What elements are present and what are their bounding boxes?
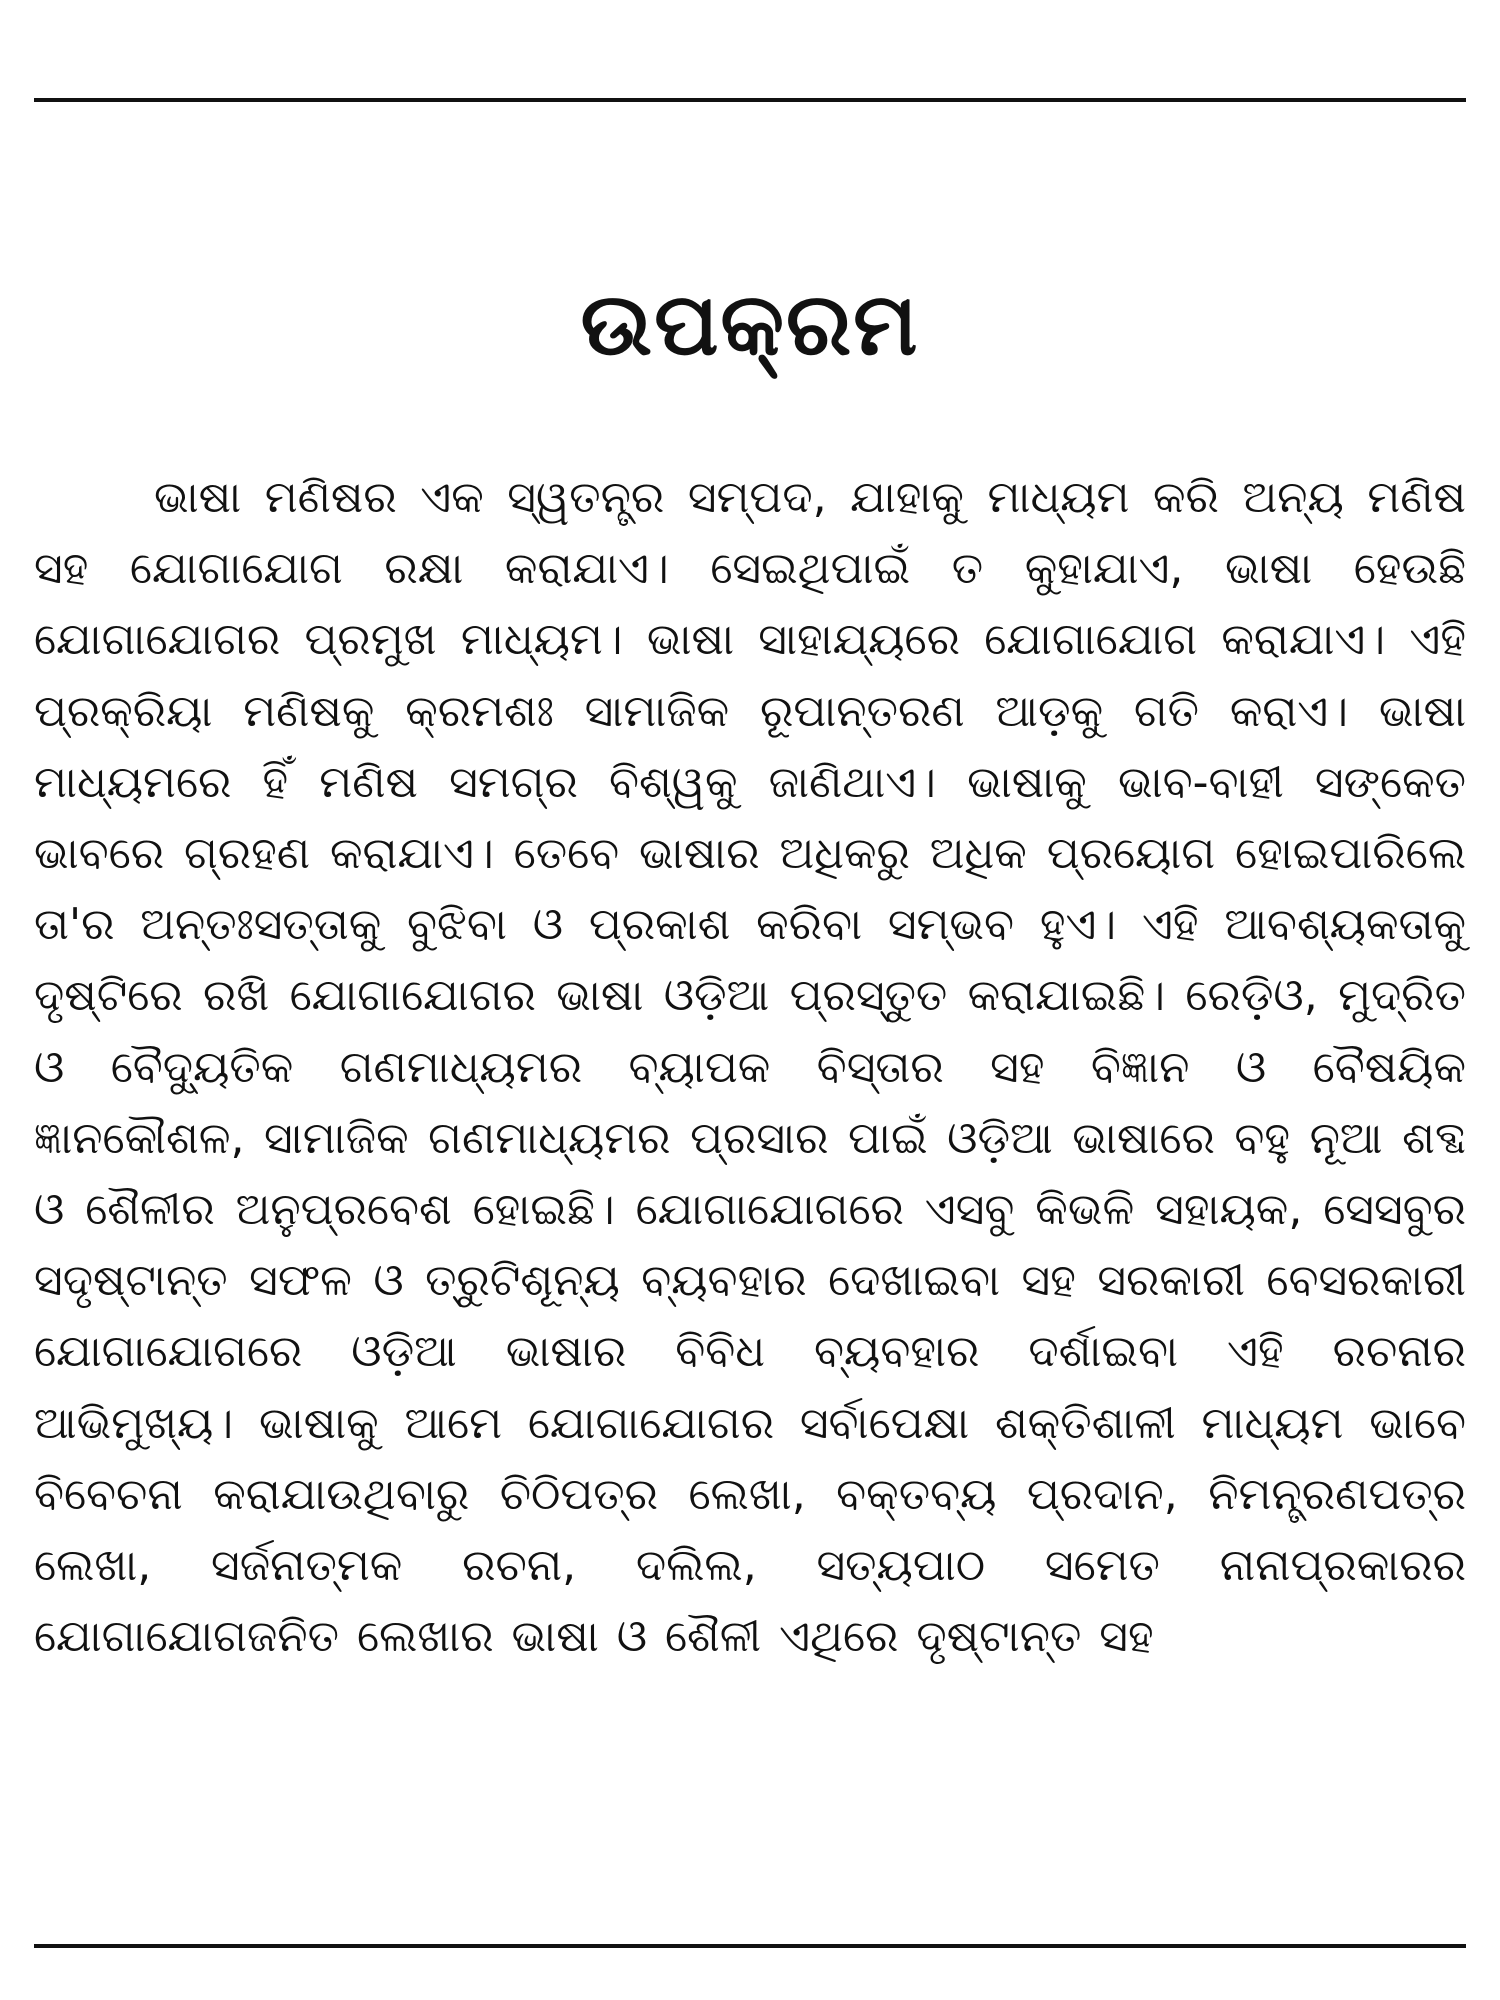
- top-rule: [34, 98, 1466, 102]
- bottom-rule: [34, 1944, 1466, 1948]
- body-paragraph: ଭାଷା ମଣିଷର ଏକ ସ୍ୱତନ୍ତ୍ର ସମ୍ପଦ, ଯାହାକୁ ମାଧ୍ୟମ କରି ଅନ୍ୟ ମଣିଷ ସହ ଯୋଗାଯୋଗ ରକ୍ଷା କରାଯାଏ। ସେଇଥିପାଇଁ ତ କୁହାଯାଏ, ଭାଷା ହେଉଛି ଯୋଗାଯୋଗର ପ୍ରମୁଖ ମାଧ୍ୟମ। ଭାଷା ସାହାଯ୍ୟରେ ଯୋଗାଯୋଗ କରାଯାଏ। ଏହି ପ୍ରକ୍ରିୟା ମଣିଷକୁ କ୍ରମଶଃ ସାମାଜିକ ରୂପାନ୍ତରଣ ଆଡ଼କୁ ଗତି କରାଏ। ଭାଷା ମାଧ୍ୟମରେ ହିଁ ମଣିଷ ସମଗ୍ର ବିଶ୍ୱକୁ ଜାଣିଥାଏ। ଭାଷାକୁ ଭାବ-ବାହୀ ସଙ୍କେତ ଭାବରେ ଗ୍ରହଣ କରାଯାଏ। ତେବେ ଭାଷାର ଅଧିକରୁ ଅଧିକ ପ୍ରୟୋଗ ହୋଇପାରିଲେ ତା'ର ଅନ୍ତଃସତ୍ତାକୁ ବୁଝିବା ଓ ପ୍ରକାଶ କରିବା ସମ୍ଭବ ହୁଏ। ଏହି ଆବଶ୍ୟକତାକୁ ଦୃଷ୍ଟିରେ ରଖି ଯୋଗାଯୋଗର ଭାଷା ଓଡ଼ିଆ ପ୍ରସ୍ତୁତ କରାଯାଇଛି। ରେଡ଼ିଓ, ମୁଦ୍ରିତ ଓ ବୈଦ୍ୟୁତିକ ଗଣମାଧ୍ୟମର ବ୍ୟାପକ ବିସ୍ତାର ସହ ବିଜ୍ଞାନ ଓ ବୈଷୟିକ ଜ୍ଞାନକୌଶଳ, ସାମାଜିକ ଗଣମାଧ୍ୟମର ପ୍ରସାର ପାଇଁ ଓଡ଼ିଆ ଭାଷାରେ ବହୁ ନୂଆ ଶବ୍ଦ ଓ ଶୈଳୀର ଅନୁପ୍ରବେଶ ହୋଇଛି। ଯୋଗାଯୋଗରେ ଏସବୁ କିଭଳି ସହାୟକ, ସେସବୁର ସଦୃଷ୍ଟାନ୍ତ ସଫଳ ଓ ତ୍ରୁଟିଶୂନ୍ୟ ବ୍ୟବହାର ଦେଖାଇବା ସହ ସରକାରୀ ବେସରକାରୀ ଯୋଗାଯୋଗରେ ଓଡ଼ିଆ ଭାଷାର ବିବିଧ ବ୍ୟବହାର ଦର୍ଶାଇବା ଏହି ରଚନାର ଆଭିମୁଖ୍ୟ। ଭାଷାକୁ ଆମେ ଯୋଗାଯୋଗର ସର୍ବାପେକ୍ଷା ଶକ୍ତିଶାଳୀ ମାଧ୍ୟମ ଭାବେ ବିବେଚନା କରାଯାଉଥିବାରୁ ଚିଠିପତ୍ର ଲେଖା, ବକ୍ତବ୍ୟ ପ୍ରଦାନ, ନିମନ୍ତ୍ରଣପତ୍ର ଲେଖା, ସର୍ଜନାତ୍ମକ ରଚନା, ଦଲିଲ, ସତ୍ୟପାଠ ସମେତ ନାନାପ୍ରକାରର ଯୋଗାଯୋଗଜନିତ ଲେଖାର ଭାଷା ଓ ଶୈଳୀ ଏଥିରେ ଦୃଷ୍ଟାନ୍ତ ସହ: [34, 472, 1466, 1663]
- page-title: ଉପକ୍ରମ: [580, 275, 920, 375]
